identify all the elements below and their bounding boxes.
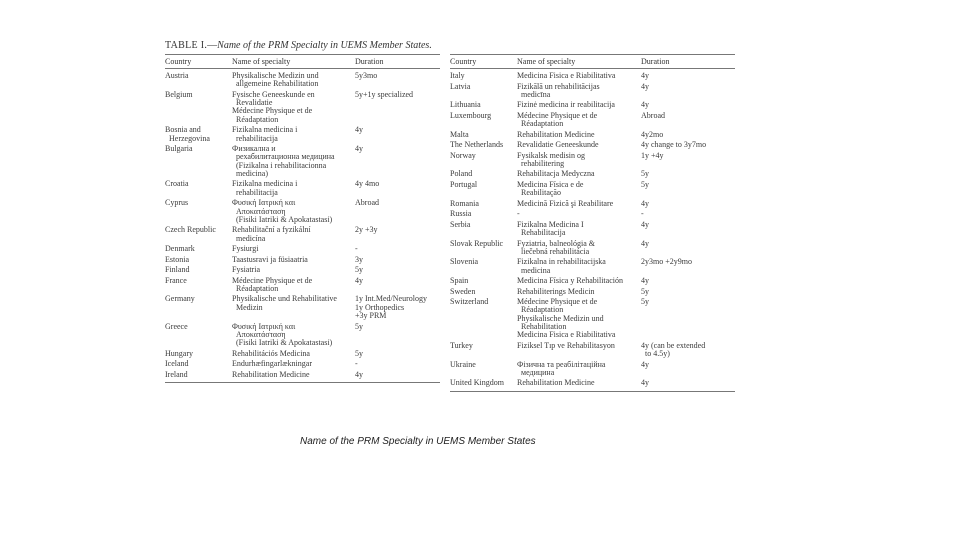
specialty-cell: allgemeine Rehabilitation <box>232 79 319 89</box>
country-cell: Belgium <box>165 89 193 99</box>
specialty-cell: medicina) <box>232 168 268 178</box>
duration-cell: Abroad <box>355 198 379 208</box>
specialty-cell: Reabilitação <box>517 188 561 198</box>
specialty-cell: Fiziksel Tıp ve Rehabilitasyon <box>517 340 615 350</box>
specialty-cell: Physikalische Medizin und <box>517 313 604 323</box>
duration-cell: - <box>355 244 358 254</box>
specialty-cell: Rehabilitacija <box>517 228 566 237</box>
specialty-cell: Rehabilitacja Medyczna <box>517 169 595 179</box>
duration-cell: 5y <box>355 321 363 331</box>
country-cell: Ireland <box>165 369 188 379</box>
duration-cell: 4y <box>641 81 649 91</box>
country-cell: Italy <box>450 71 465 80</box>
duration-cell: 4y <box>641 378 649 388</box>
table-header-rule <box>450 68 735 69</box>
specialty-cell: Médecine Physique et de <box>232 106 313 116</box>
duration-cell: 1y +4y <box>641 150 664 160</box>
specialty-cell: - <box>517 209 520 219</box>
duration-cell: 4y <box>641 100 649 110</box>
specialty-cell: медицина <box>517 367 555 377</box>
specialty-cell: Médecine Physique et de <box>232 275 313 285</box>
table-bottom-rule <box>450 391 735 392</box>
specialty-cell: (Fizikalna i rehabilitacionna <box>232 160 327 170</box>
duration-cell: +3y PRM <box>355 311 387 320</box>
country-cell: Serbia <box>450 219 471 229</box>
specialty-cell: Réadaptation <box>232 283 279 293</box>
country-cell: Latvia <box>450 81 471 91</box>
specialty-cell: Medicina Fisica e Riabilitativa <box>517 330 616 340</box>
specialty-cell: rehabilitering <box>517 158 565 168</box>
duration-cell: Abroad <box>641 110 665 120</box>
duration-cell: to 4.5y) <box>641 349 670 359</box>
column-header-specialty: Name of specialty <box>232 57 291 66</box>
country-cell: Sweden <box>450 286 476 296</box>
country-cell: Turkey <box>450 340 473 350</box>
duration-cell: 2y +3y <box>355 225 378 235</box>
duration-cell: 4y <box>641 198 649 208</box>
specialty-cell: Fysiatria <box>232 265 260 275</box>
duration-cell: 4y <box>355 144 363 153</box>
specialty-cell: (Fisiki Iatriki & Apokatastasi) <box>232 214 333 224</box>
specialty-cell: Fizikalna in rehabilitacijska <box>517 257 606 267</box>
duration-cell: 5y <box>641 179 649 189</box>
specialty-cell: medicīna <box>517 89 551 99</box>
country-cell: Herzegovina <box>165 133 210 143</box>
specialty-cell: Fizikalna medicina i <box>232 179 298 189</box>
specialty-cell: Fizikalna medicina i <box>232 125 298 135</box>
table-title <box>165 40 432 51</box>
duration-cell: 5y <box>355 348 363 358</box>
specialty-cell: Fysiurgi <box>232 244 259 254</box>
duration-cell: 3y <box>355 254 363 264</box>
specialty-cell: Физикална и <box>232 144 276 153</box>
specialty-cell: liečebná rehabilitácia <box>517 246 590 256</box>
country-cell: Austria <box>165 71 189 80</box>
duration-cell: - <box>641 209 644 219</box>
table-title-dash: — <box>207 40 218 51</box>
column-header-duration: Duration <box>641 57 670 66</box>
specialty-cell: rehabilitacija <box>232 187 278 197</box>
duration-cell: 2y3mo +2y9mo <box>641 257 692 267</box>
specialty-cell: Physikalische und Rehabilitative <box>232 294 337 304</box>
country-cell: Slovenia <box>450 257 478 267</box>
country-cell: Lithuania <box>450 100 481 110</box>
country-cell: France <box>165 275 187 285</box>
column-header-country: Country <box>165 57 192 66</box>
specialty-cell: Rehabilitációs Medicina <box>232 348 310 358</box>
country-cell: The Netherlands <box>450 140 504 150</box>
specialty-cell: Medicină Fizică şi Reabilitare <box>517 198 614 208</box>
country-cell: Luxembourg <box>450 110 492 120</box>
specialty-cell: Φυσική Ιατρική και <box>232 321 296 331</box>
specialty-cell: Φυσική Ιατρική και <box>232 198 296 208</box>
specialty-cell: Fizikālā un rehabilitācijas <box>517 81 600 91</box>
country-cell: Ukraine <box>450 359 476 369</box>
specialty-cell: Fysische Geneeskunde en <box>232 89 315 99</box>
duration-cell: 1y Int.Med/Neurology <box>355 294 427 304</box>
country-cell: Norway <box>450 150 476 160</box>
specialty-cell: Fysikalsk medisin og <box>517 150 586 160</box>
specialty-cell: Réadaptation <box>232 114 279 124</box>
duration-cell: 4y change to 3y7mo <box>641 140 707 150</box>
country-cell: Slovak Republic <box>450 238 504 248</box>
country-cell: Bosnia and <box>165 125 201 135</box>
specialty-cell: (Fisiki Iatriki & Apokatastasi) <box>232 338 333 348</box>
specialty-cell: рехабилитационна медицина <box>232 152 335 162</box>
country-cell: Romania <box>450 198 479 208</box>
duration-cell: 4y <box>641 219 649 229</box>
specialty-cell: Réadaptation <box>517 305 564 315</box>
specialty-cell: Rehabilitation Medicine <box>232 369 310 379</box>
duration-cell: 4y <box>641 238 649 248</box>
duration-cell: 5y3mo <box>355 71 378 80</box>
specialty-cell: Réadaptation <box>517 119 564 129</box>
country-cell: Czech Republic <box>165 225 216 235</box>
specialty-cell: Rehabiliterings Medicin <box>517 286 595 296</box>
duration-cell: 5y <box>641 297 649 307</box>
specialty-cell: Rehabilitation Medicine <box>517 129 595 139</box>
specialty-cell: Fizikalna Medicina I <box>517 219 584 229</box>
duration-cell: 4y <box>641 276 649 286</box>
specialty-cell: Medizin <box>232 302 263 312</box>
slide-caption: Name of the PRM Specialty in UEMS Member States <box>300 436 536 447</box>
country-cell: Finland <box>165 265 190 275</box>
specialty-cell: Medicina Física e de <box>517 179 584 189</box>
country-cell: Denmark <box>165 244 195 254</box>
country-cell: Germany <box>165 294 195 304</box>
duration-cell: 4y <box>355 369 363 379</box>
duration-cell: 5y <box>641 286 649 296</box>
country-cell: Spain <box>450 276 469 286</box>
specialty-cell: Endurhæfingarlækningar <box>232 359 312 369</box>
duration-cell: 4y2mo <box>641 129 664 139</box>
country-cell: Portugal <box>450 179 478 189</box>
country-cell: Iceland <box>165 359 189 369</box>
duration-cell: 5y <box>355 265 363 275</box>
country-cell: Greece <box>165 321 188 331</box>
country-cell: United Kingdom <box>450 378 504 388</box>
specialty-cell: Fyziatria, balneológia & <box>517 238 595 248</box>
specialty-cell: Medicina Fisica e Riabilitativa <box>517 71 616 80</box>
country-cell: Hungary <box>165 348 193 358</box>
duration-cell: 5y <box>641 169 649 179</box>
specialty-cell: Revalidatie <box>232 98 273 108</box>
country-cell: Cyprus <box>165 198 189 208</box>
column-header-duration: Duration <box>355 57 384 66</box>
duration-cell: 4y <box>641 359 649 369</box>
column-header-country: Country <box>450 57 477 66</box>
duration-cell: 4y <box>355 125 363 135</box>
specialty-cell: Rehabilitation Medicine <box>517 378 595 388</box>
duration-cell: 5y+1y specialized <box>355 89 414 99</box>
table-document <box>165 36 735 426</box>
specialty-cell: Médecine Physique et de <box>517 297 598 307</box>
duration-cell: - <box>355 359 358 369</box>
table-bottom-rule <box>165 382 440 383</box>
specialty-cell: medicína <box>232 233 266 243</box>
specialty-cell: Médecine Physique et de <box>517 110 598 120</box>
country-cell: Poland <box>450 169 473 179</box>
country-cell: Malta <box>450 129 469 139</box>
specialty-cell: medicina <box>517 265 551 275</box>
specialty-cell: Rehabilitační a fyzikální <box>232 225 311 235</box>
specialty-cell: Fizinė medicina ir reabilitacija <box>517 100 615 110</box>
duration-cell: 4y <box>355 275 363 285</box>
column-header-specialty: Name of specialty <box>517 57 576 66</box>
specialty-cell: Physikalische Medizin und <box>232 71 319 80</box>
country-cell: Bulgaria <box>165 144 193 153</box>
specialty-cell: Фізична та реабілітаційна <box>517 359 606 369</box>
table-header-rule <box>165 68 440 69</box>
country-cell: Estonia <box>165 254 189 264</box>
duration-cell: 1y Orthopedics <box>355 302 405 312</box>
country-cell: Switzerland <box>450 297 489 307</box>
specialty-cell: Revalidatie Geneeskunde <box>517 140 599 150</box>
duration-cell: 4y <box>641 71 649 80</box>
country-cell: Russia <box>450 209 472 219</box>
specialty-cell: Taastusravi ja füsiaatria <box>232 254 308 264</box>
table-title-lead: TABLE I. <box>165 40 208 51</box>
table-title-name: Name of the PRM Specialty in UEMS Member States. <box>217 40 432 51</box>
country-cell: Croatia <box>165 179 189 189</box>
duration-cell: 4y (can be extended <box>641 340 706 350</box>
specialty-cell: Medicina Física y Rehabilitación <box>517 276 623 286</box>
table-top-rule <box>165 54 440 55</box>
specialty-cell: Rehabilitation <box>517 322 567 331</box>
specialty-cell: rehabilitacija <box>232 133 278 143</box>
table-top-rule <box>450 54 735 55</box>
specialty-cell: Αποκατάσταση <box>232 329 286 339</box>
duration-cell: 4y 4mo <box>355 179 380 189</box>
specialty-cell: Αποκατάσταση <box>232 206 286 216</box>
